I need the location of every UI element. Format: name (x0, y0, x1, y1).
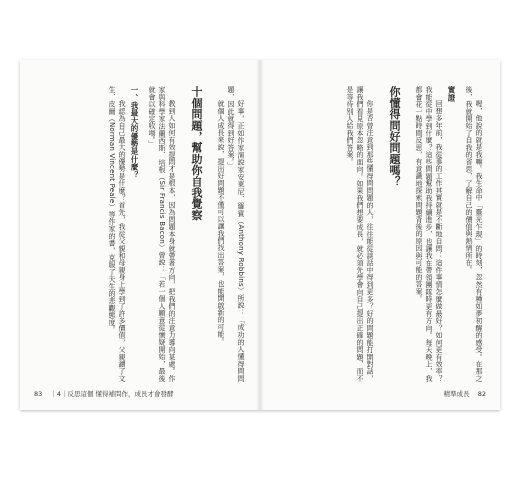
book-gutter (256, 60, 264, 410)
right-page (260, 60, 500, 410)
left-page-footer (34, 389, 174, 398)
book-spread (20, 60, 500, 410)
left-section-heading: 十個問題，幫助你自我覺察 (190, 86, 203, 221)
right-subheading: 實證 (447, 86, 456, 102)
right-paragraph-1: 喔，他說的就是我嘛。我生命中「靈光乍現」的時刻，忽然有種如夢初醒的感受。在那之後，我就開始了自我的省思，了解自己的價值與熱情所在。 (465, 86, 483, 382)
right-page-text (270, 86, 484, 382)
left-paragraph-2: 就個人成長來說，提出好問題不僅可以讓我們找出答案，也能開啟新的可能。 (217, 100, 225, 345)
left-page-text (34, 86, 246, 382)
right-page-footer (444, 389, 486, 398)
left-subheading: 一、我最大的優勢是什麼？ (130, 86, 139, 179)
left-paragraph-4: 我認為自己最大的優勢是什麼？首先，我從父親和母親身上學到了許多價值，父親讀了文生．皮爾（Norman Vincent Peale）等作家的書，克服了天生的悲觀態度。 (108, 86, 126, 382)
left-paragraph-3: 教到人如何有效提問才是根本，因為問題本身就帶著方向，把我們的注意力導向某處。作家與科學家法蘭西斯．培根（Sir Francis Bacon）曾說：「若一個人願意從懷疑開始，最後就會以確定收場。」 (148, 86, 176, 382)
right-paragraph-3: 你是否曾注意到那些懂得問問題的人，往往能從談話中得到更多？好的問題能打開對話，讓我們看見原本忽略的面向。如果我們想要成長，就必須先學會向自己提出正確的問題，而不是等待別人給我們答案。 (346, 86, 374, 382)
right-page-number: 82 (477, 390, 486, 398)
left-paragraph-1: 好事，正如作家演說家安東尼．羅賓（Anthony Robbins）所說：「成功的人懂得問問題，因此就得到好答案。」 (227, 86, 245, 382)
left-page (20, 60, 260, 410)
left-page-number: 83 (34, 390, 43, 398)
right-section-heading: 你懂得問好問題嗎？ (388, 86, 401, 187)
left-running-head: ｜4｜反思這個 懂得補問作，成長才會發酵 (50, 390, 174, 398)
right-running-head: 精準成長 (443, 390, 470, 398)
right-paragraph-2: 回想多年前，我從事的工作其實就是不斷地自問：這件事情怎麼做最好？如何更有效率？我能從中學到什麼？這些問題幫助我持續進步，也讓我在帶領團隊時更有方向。每天晚上，我都會花一點時間反思，有意識地探索問題背後的原因與可能的答案。 (415, 86, 443, 382)
